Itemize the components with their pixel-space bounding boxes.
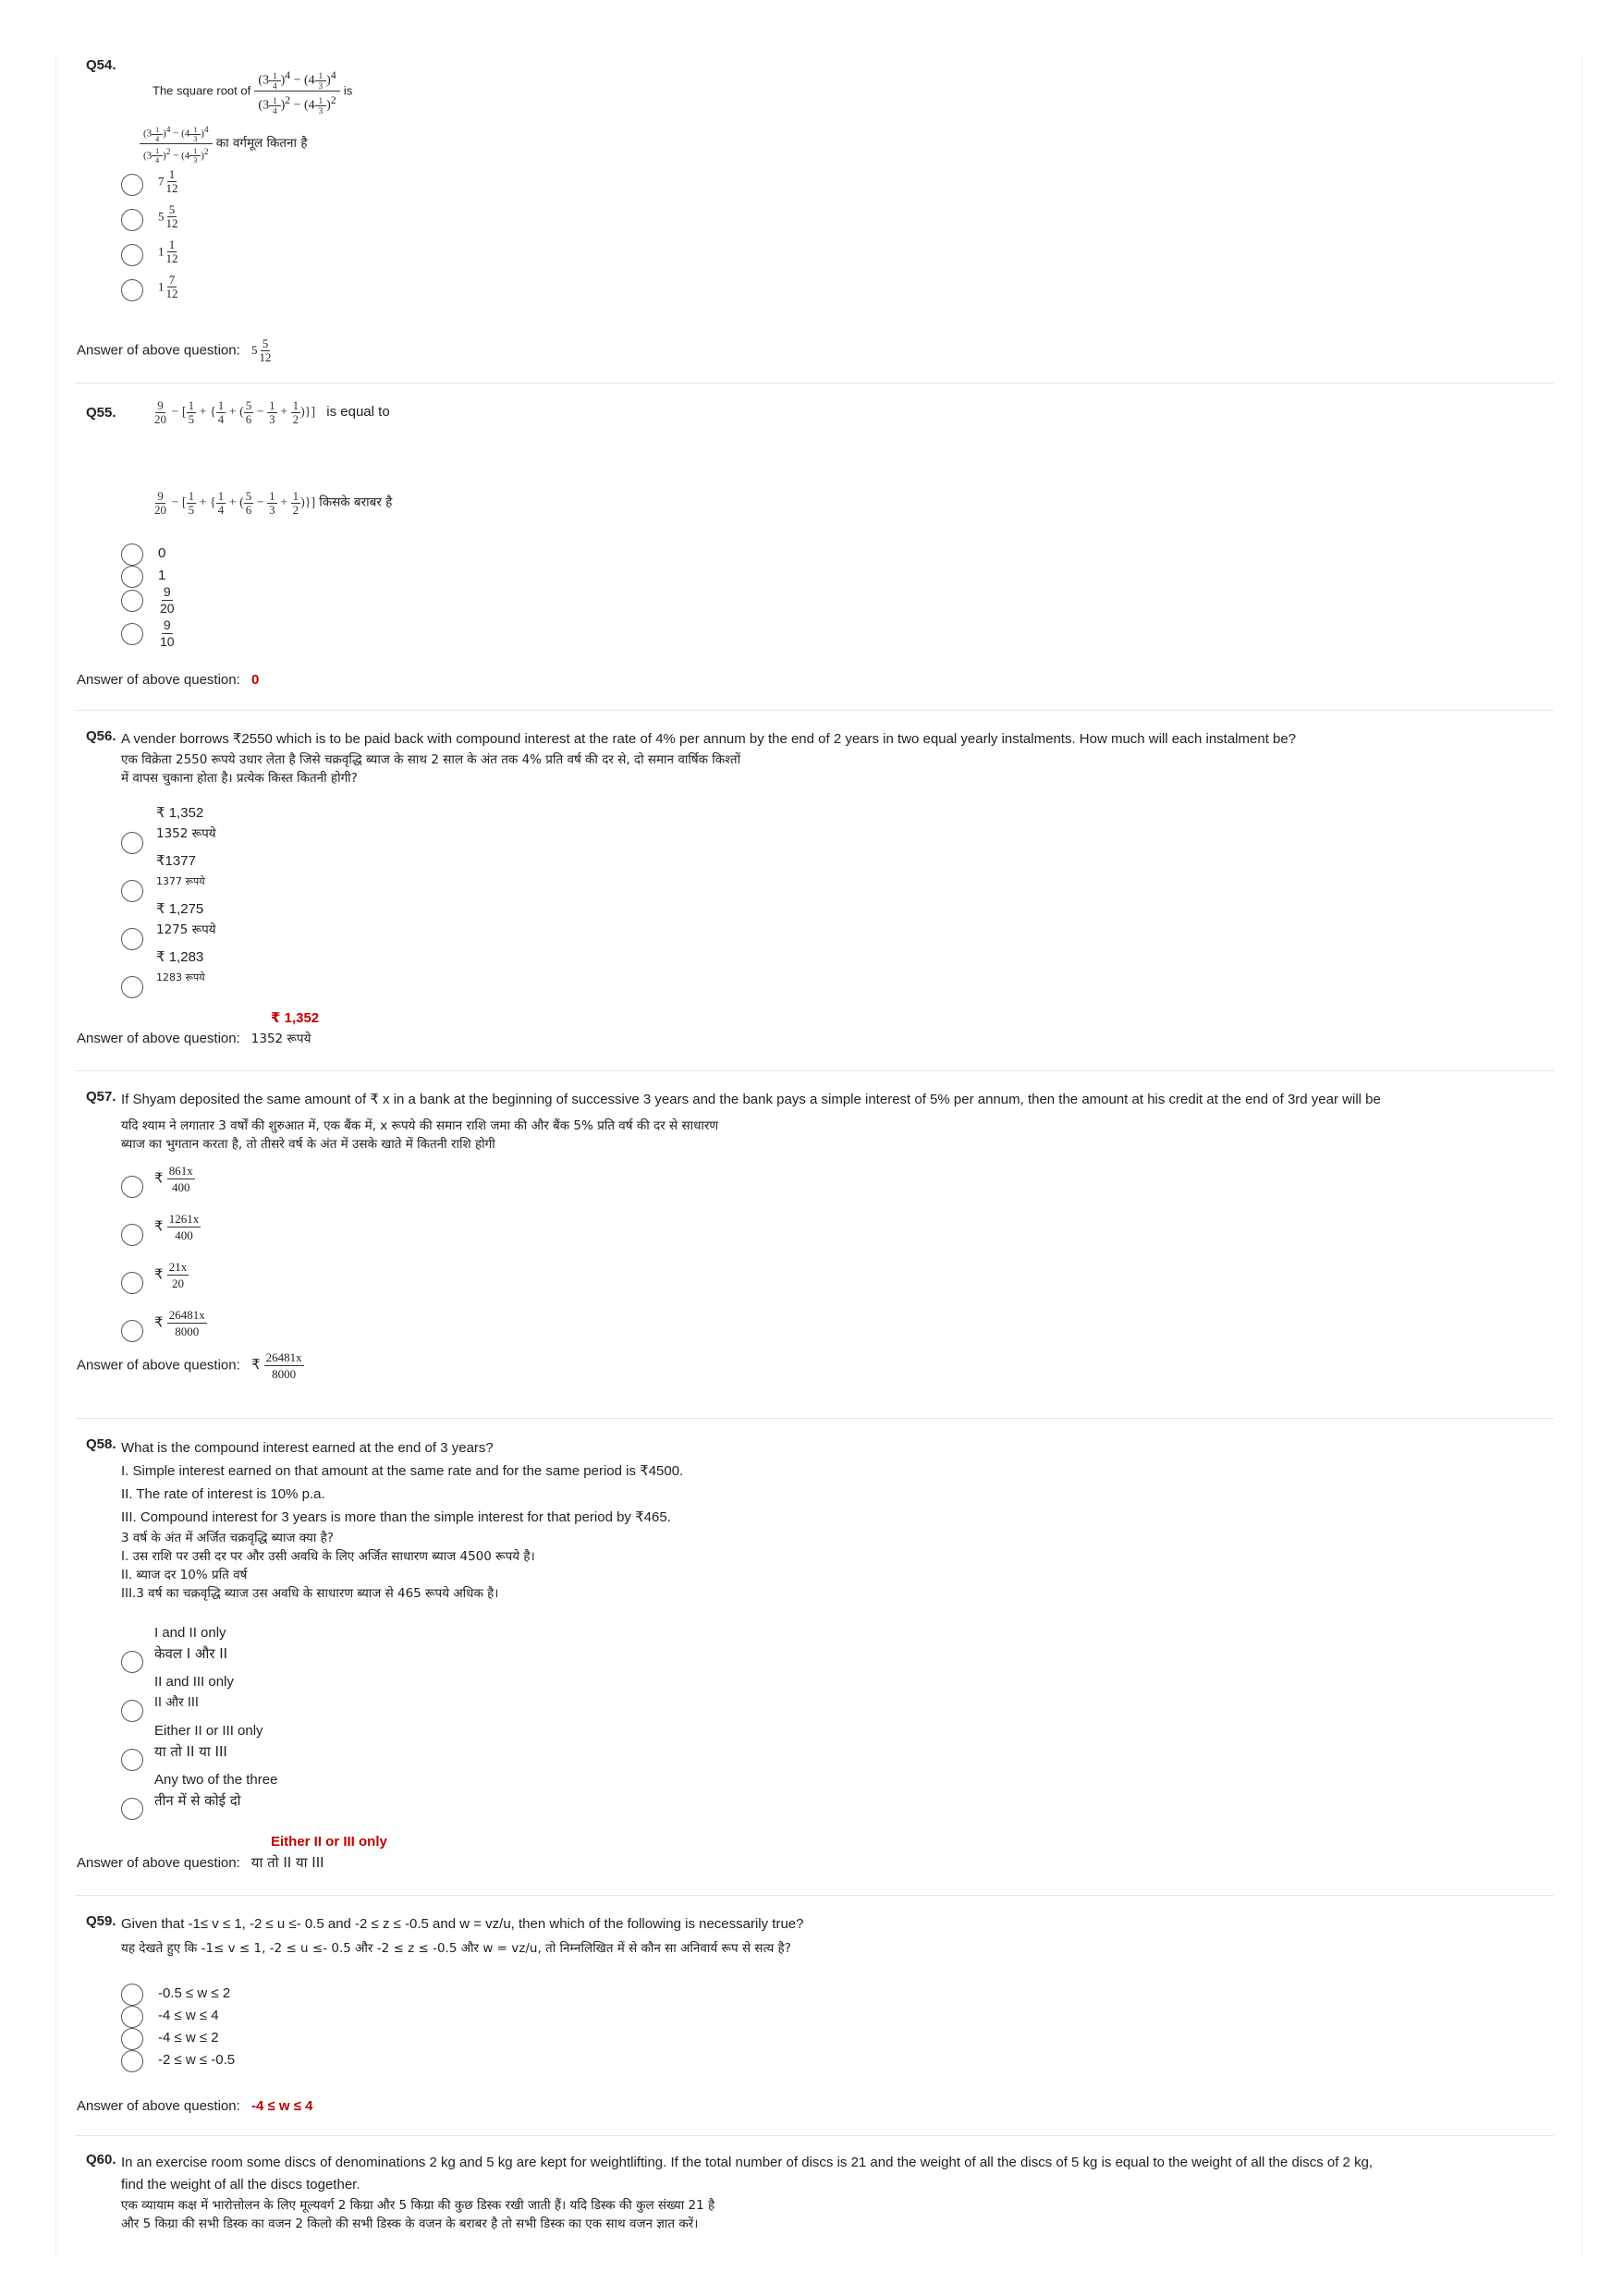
- question-text-en: is equal to: [326, 403, 390, 420]
- answer-58: Either II or III only Answer of above question: या तो II या III: [77, 1834, 387, 1871]
- divider: [75, 710, 1554, 711]
- statement-3: III. Compound interest for 3 years is more than the simple interest for that period by ₹465.: [121, 1509, 671, 1525]
- divider: [75, 1070, 1554, 1071]
- option-1[interactable]: I and II only केवल I और II: [121, 1625, 143, 1673]
- option-4[interactable]: 1 $\frac{7}{12}$: [121, 279, 143, 301]
- option-2[interactable]: 1: [121, 566, 143, 588]
- radio-button[interactable]: [121, 976, 143, 998]
- answer-56: ₹ 1,352 Answer of above question: 1352 रूपये: [77, 1010, 320, 1046]
- option-4[interactable]: $\frac{9}{10}$: [121, 623, 143, 645]
- option-1[interactable]: ₹ 1,352 1352 रूपये: [121, 804, 143, 854]
- statement-2: II. The rate of interest is 10% p.a.: [121, 1486, 325, 1502]
- answer-label: Answer of above question:: [77, 342, 240, 359]
- radio-button[interactable]: [121, 1984, 143, 2006]
- radio-button[interactable]: [121, 2028, 143, 2050]
- question-text-hi: 3 वर्ष के अंत में अर्जित चक्रवृद्धि ब्याज क्या है?: [121, 1531, 334, 1545]
- question-text-en: If Shyam deposited the same amount of ₹ x in a bank at the beginning of successive 3 years and the bank pays a simple interest of 5% per annum, then the amount at his credit at the end of 3rd year will be: [121, 1092, 1381, 1107]
- option-4[interactable]: Any two of the three तीन में से कोई दो: [121, 1772, 143, 1820]
- radio-button[interactable]: [121, 543, 143, 566]
- radio-button[interactable]: [121, 279, 143, 301]
- question-text-en: In an exercise room some discs of denominations 2 kg and 5 kg are kept for weightlifting. If the total number of discs is 21 and the weight of all the discs of 5 kg is equal to the weight of all the discs of 2 kg,: [121, 2155, 1374, 2170]
- option-3[interactable]: Either II or III only या तो II या III: [121, 1723, 143, 1771]
- option-3[interactable]: ₹ 1,275 1275 रूपये: [121, 900, 143, 950]
- question-text-hi: एक व्यायाम कक्ष में भारोत्तोलन के लिए मूल्यवर्ग 2 किग्रा और 5 किग्रा की कुछ डिस्क रखी जाती हैं। यदि डिस्क की कुल संख्या 21 है: [121, 2198, 715, 2213]
- option-4[interactable]: -2 ≤ w ≤ -0.5: [121, 2050, 143, 2072]
- option-3[interactable]: ₹ $\frac{21x}{20}$: [121, 1259, 143, 1294]
- radio-button[interactable]: [121, 1651, 143, 1673]
- radio-button[interactable]: [121, 2006, 143, 2028]
- divider: [75, 1895, 1554, 1896]
- radio-button[interactable]: [121, 1176, 143, 1198]
- radio-button[interactable]: [121, 566, 143, 588]
- answer-59: Answer of above question: -4 ≤ w ≤ 4: [77, 2098, 313, 2114]
- question-text-en: Given that -1≤ v ≤ 1, -2 ≤ u ≤- 0.5 and -2 ≤ z ≤ -0.5 and w = vz/u, then which of the following is necessarily true?: [121, 1916, 804, 1932]
- answer-57: Answer of above question: ₹ $\frac{26481x}{8000}$: [77, 1350, 302, 1381]
- bracket-expression: $\frac{9}{20}$ − [ $\frac{1}{5}$ + { $\frac{1}{4}$ + ( $\frac{5}{6}$ − $\frac{1}{3}$ + $\frac{1}{2}$ )}]: [154, 398, 316, 426]
- radio-button[interactable]: [121, 209, 143, 231]
- option-2[interactable]: -4 ≤ w ≤ 4: [121, 2006, 143, 2028]
- statement-1: I. Simple interest earned on that amount at the same rate and for the same period is ₹4500.: [121, 1463, 684, 1479]
- option-4[interactable]: ₹ 1,283 1283 रूपये: [121, 948, 143, 998]
- radio-button[interactable]: [121, 832, 143, 854]
- root-expression-hi: (3 $\frac{1}{4}$ )$^4$ − (4 $\frac{1}{3}$ )$^4$ (3 $\frac{1}{4}$ )$^2$ − (4 $\frac{1}{3}$ )$^2$: [140, 122, 213, 165]
- radio-button[interactable]: [121, 623, 143, 645]
- option-3[interactable]: $\frac{9}{20}$: [121, 590, 143, 612]
- option-1[interactable]: ₹ $\frac{861x}{400}$: [121, 1163, 143, 1198]
- question-number: Q54.: [86, 57, 116, 73]
- question-text-hi: यह देखते हुए कि -1≤ v ≤ 1, -2 ≤ u ≤- 0.5 और -2 ≤ z ≤ -0.5 और w = vz/u, तो निम्नलिखित में से कौन सा अनिवार्य रूप से सत्य है?: [121, 1941, 791, 1956]
- question-text-en: What is the compound interest earned at the end of 3 years?: [121, 1440, 494, 1456]
- radio-button[interactable]: [121, 2050, 143, 2072]
- option-2[interactable]: 5 $\frac{5}{12}$: [121, 209, 143, 231]
- answer-54: Answer of above question: 5 $\frac{5}{12}$: [77, 336, 272, 364]
- radio-button[interactable]: [121, 1798, 143, 1820]
- radio-button[interactable]: [121, 880, 143, 902]
- option-2[interactable]: ₹1377 1377 रूपये: [121, 852, 143, 902]
- radio-button[interactable]: [121, 1749, 143, 1771]
- question-text-hi: का वर्गमूल कितना है: [215, 136, 308, 152]
- divider: [75, 1418, 1554, 1419]
- radio-button[interactable]: [121, 174, 143, 196]
- question-text-hi: एक विक्रेता 2550 रूपये उधार लेता है जिसे चक्रवृद्धि ब्याज के साथ 2 साल के अंत तक 4% प्रति वर्ष की दर से, दो समान वार्षिक किश्तों: [121, 752, 741, 767]
- option-1[interactable]: -0.5 ≤ w ≤ 2: [121, 1984, 143, 2006]
- radio-button[interactable]: [121, 1320, 143, 1342]
- radio-button[interactable]: [121, 244, 143, 266]
- bracket-expression-hi: $\frac{9}{20}$ − [ $\frac{1}{5}$ + { $\frac{1}{4}$ + ( $\frac{5}{6}$ − $\frac{1}{3}$ + $\frac{1}{2}$ )}]: [154, 489, 316, 517]
- radio-button[interactable]: [121, 1272, 143, 1294]
- option-1[interactable]: 0: [121, 543, 143, 566]
- question-paper: Q54. The square root of (3 $\frac{1}{4}$ )$^4$ − (4 $\frac{1}{3}$ )$^4$ (3 $\frac{1}{4}$ )$^2$ − (4 $\frac{1}{3}$ )$^2$ is (3 $\frac{1}{4}$ )$^4$ − (4 $\frac{1}{3}$ )$^4$ (3 $\frac{1}{4}$ )$^2$ − (4 $\frac{1}{3}$ )$^2$ का वर्गमूल कितना है 7 $\frac{1}{12}$ 5 $\frac{5}{12}$ 1 $\frac{1}{12}$ 1 $\frac{7}{12}$ Answer of above question: 5 $\frac{5}{12}$ Q55. $\frac{9}{20}$ − [ $\frac{1}{5}$ + { $\frac{1}{4}$ + ( $\frac{5}{6}$ − $\frac{1}{3}$ + $\frac{1}{2}$ )}] is equal to $\frac{9}{20}$ − [ $\frac{1}{5}$ + { $\frac{1}{4}$ + ( $\frac{5}{6}$ − $\frac{1}{3}$ + $\frac{1}{2}$ )}] किसके बराबर है 0 1 $\frac{9}{20}$ $\frac{9}{10}$ Answer of above question: 0 Q56. A vender borrows ₹2550 which is to be paid back with compound interest at the rate of 4% per annum by the end of 2 years in two equal yearly instalments. How much will each instalment be? एक विक्रेता 2550 रूपये उधार लेता है जिसे चक्रवृद्धि ब्याज के साथ 2 साल के अंत तक 4% प्रति वर्ष की दर से, दो समान वार्षिक किश्तों में वापस चुकाना होता है। प्रत्येक किस्त कितनी होगी? ₹ 1,352 1352 रूपये ₹1377 1377 रूपये ₹ 1,275 1275 रूपये ₹ 1,283 1283 रूपये ₹ 1,352 Answer of above question: 1352 रूपये Q57. If Shyam deposited the same amount of ₹ x in a bank at the beginning of successive 3 years and the bank pays a simple interest of 5% per annum, then the amount at his credit at the end of 3rd year will be यदि श्याम ने लगातार 3 वर्षों की शुरुआत में, एक बैंक में, x रूपये की समान राशि जमा की और बैंक 5% प्रति वर्ष की दर से साधारण ब्याज का भुगतान करता है, तो तीसरे वर्ष के अंत में उसके खाते में कितनी राशि होगी ₹ $\frac{861x}{400}$ ₹ $\frac{1261x}{400}$ ₹ $\frac{21x}{20}$ ₹ $\frac{26481x}{8000}$ Answer of above question: ₹ $\frac{26481x}{8000}$ Q58. What is the compound interest earned at the end of 3 years? I. Simple interest earned on that amount at the same rate and for the same period is ₹4500. II. The rate of interest is 10% p.a. III. Compound interest for 3 years is more than the simple interest for that period by ₹465. 3 वर्ष के अंत में अर्जित चक्रवृद्धि ब्याज क्या है? I. उस राशि पर उसी दर पर और उसी अवधि के लिए अर्जित साधारण ब्याज 4500 रूपये है। II. ब्याज दर 10% प्रति वर्ष III.3 वर्ष का चक्रवृद्धि ब्याज उस अवधि के साधारण ब्याज से 465 रूपये अधिक है। I and II only केवल I और II II and III only II और III Either II or III only या तो II या III Any two of the three तीन में से कोई दो Either II or III only Answer of above question: या तो II या III Q59. Given that -1≤ v ≤ 1, -2 ≤ u ≤- 0.5 and -2 ≤ z ≤ -0.5 and w = vz/u, then which of the following is necessarily true? यह देखते हुए कि -1≤ v ≤ 1, -2 ≤ u ≤- 0.5 और -2 ≤ z ≤ -0.5 और w = vz/u, तो निम्नलिखित में से कौन सा अनिवार्य रूप से सत्य है? -0.5 ≤ w ≤ 2 -4 ≤ w ≤ 4 -4 ≤ w ≤ 2 -2 ≤ w ≤ -0.5 Answer of above question: -4 ≤ w ≤ 4 Q60. In an exercise room some discs of denominations 2 kg and 5 kg are kept for weightlifting. If the total number of discs is 21 and the weight of all the discs of 5 kg is equal to the weight of all the discs of 2 kg, find the weight of all the discs together. एक व्यायाम कक्ष में भारोत्तोलन के लिए मूल्यवर्ग 2 किग्रा और 5 किग्रा की कुछ डिस्क रखी जाती हैं। यदि डिस्क की कुल संख्या 21 है और 5 किग्रा की सभी डिस्क का वजन 2 किलो की सभी डिस्क के वजन के बराबर है तो सभी डिस्क का एक साथ वजन ज्ञात करें।: [55, 55, 1582, 2255]
- question-text-hi: किसके बराबर है: [319, 495, 393, 510]
- question-number: Q55.: [86, 405, 116, 421]
- divider: [75, 383, 1554, 384]
- option-2[interactable]: II and III only II और III: [121, 1674, 143, 1722]
- question-text-hi: यदि श्याम ने लगातार 3 वर्षों की शुरुआत में, एक बैंक में, x रूपये की समान राशि जमा की और बैंक 5% प्रति वर्ष की दर से साधारण: [121, 1118, 719, 1133]
- option-2[interactable]: ₹ $\frac{1261x}{400}$: [121, 1211, 143, 1246]
- option-3[interactable]: 1 $\frac{1}{12}$: [121, 244, 143, 266]
- question-text-en: A vender borrows ₹2550 which is to be paid back with compound interest at the rate of 4% per annum by the end of 2 years in two equal yearly instalments. How much will each instalment be?: [121, 731, 1297, 747]
- radio-button[interactable]: [121, 928, 143, 950]
- root-expression: (3 $\frac{1}{4}$ )$^4$ − (4 $\frac{1}{3}$ )$^4$ (3 $\frac{1}{4}$ )$^2$ − (4 $\frac{1}{3}$ )$^2$: [254, 67, 339, 116]
- radio-button[interactable]: [121, 1224, 143, 1246]
- option-4[interactable]: ₹ $\frac{26481x}{8000}$: [121, 1307, 143, 1342]
- answer-55: Answer of above question: 0: [77, 672, 260, 688]
- option-1[interactable]: 7 $\frac{1}{12}$: [121, 174, 143, 196]
- radio-button[interactable]: [121, 590, 143, 612]
- question-text-en: The square root of: [153, 83, 251, 98]
- option-3[interactable]: -4 ≤ w ≤ 2: [121, 2028, 143, 2050]
- divider: [75, 2135, 1554, 2136]
- radio-button[interactable]: [121, 1700, 143, 1722]
